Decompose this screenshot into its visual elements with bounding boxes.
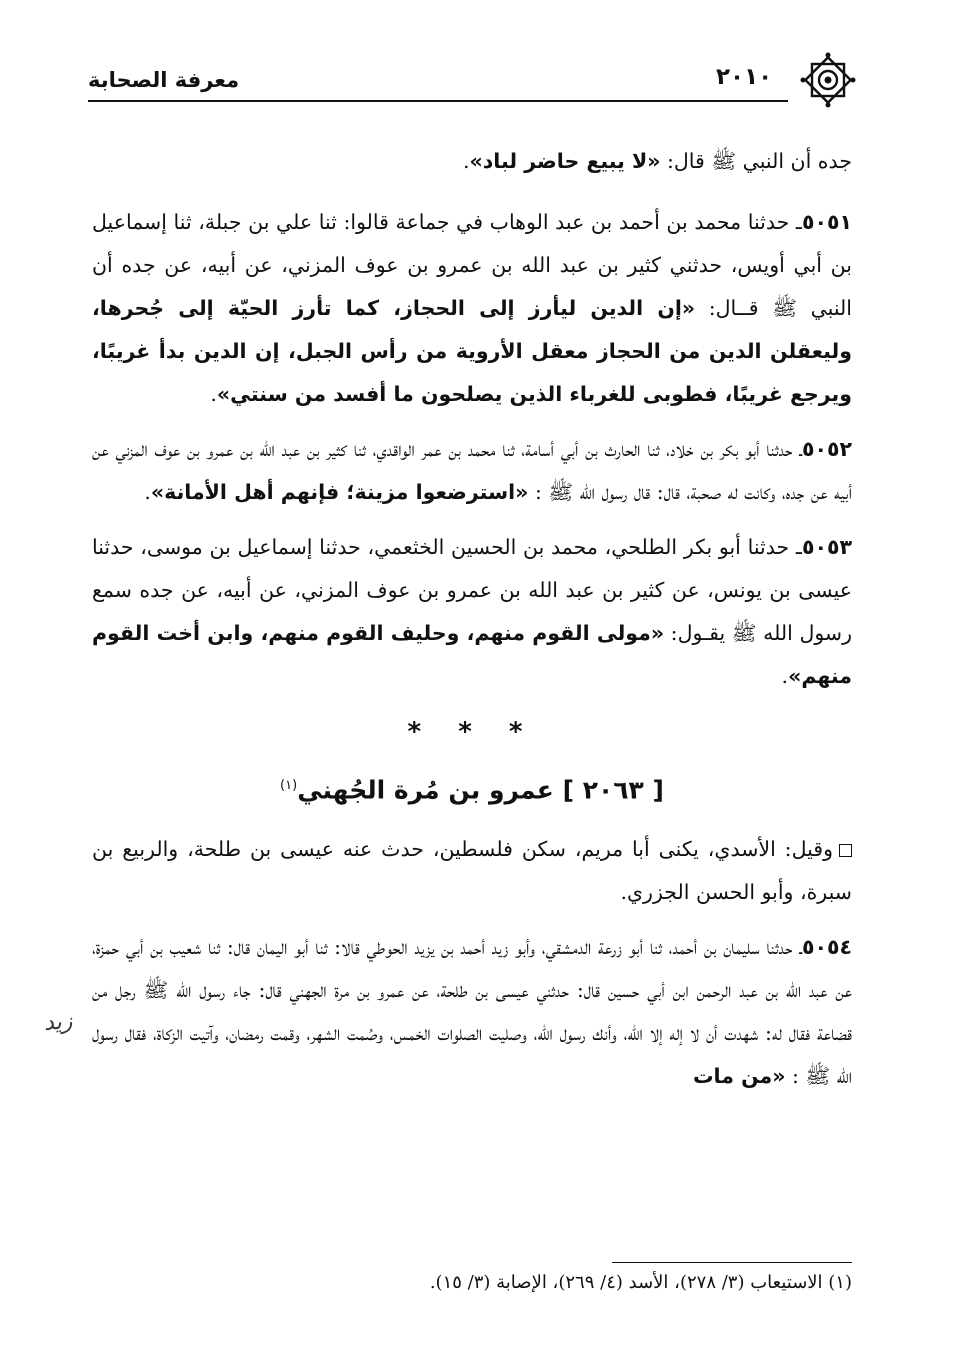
hadith-paragraph-5051 (92, 201, 852, 416)
paragraph-continuation (92, 140, 852, 183)
hadith-quote: «من مات (692, 1064, 786, 1089)
paragraph-text: ـ حدثنا أبو بكر بن خلاد، ثنا الحارث بن أبي أسامة، ثنا محمد بن عمر الواقدي، ثنا كثير بن عبد الله بن عمرو بن عوف المزني عن أبيه عن جده، وكانت له صحبة، قال: قال رسول الله ﷺ : (92, 437, 852, 504)
hadith-number: ٥٠٥١ (801, 210, 852, 234)
paragraph-end: . (210, 382, 217, 406)
footnote: (١) الاستيعاب (٣/ ٢٧٨)، الأسد (٤/ ٢٦٩)، الإصابة (٣/ ١٥). (429, 1272, 852, 1293)
paragraph-end: . (781, 664, 789, 688)
hadith-quote: «لا يبيع حاضر لباد» (469, 149, 661, 173)
hadith-number: ٥٠٥٣ (801, 535, 852, 559)
body-text (92, 140, 852, 1110)
running-title: معرفة الصحابة (88, 68, 240, 92)
section-separator: * * * (407, 717, 537, 747)
hadith-quote: «مولى القوم منهم، وحليف القوم منهم، وابن أخت القوم منهم» (92, 621, 852, 688)
hadith-number: ٥٠٥٤ (801, 935, 852, 960)
paragraph-text: ـ حدثنا سليمان بن أحمد، ثنا أبو زرعة الدمشقي، وأبو زيد أحمد بن يزيد الحوطي قالا: ثنا أبو اليمان قال: ثنا شعيب بن أبي حمزة، عن عبد الله بن عبد الرحمن ابن أبي حسين قال: حدثني عيسى بن طلحة، عن عمرو بن مرة الجهني قال: جاء رسول الله ﷺ رجل من قضاعة فقال له: شهدت أن لا إله إلا الله، وأنك رسول الله، وصليت الصلوات الخمس، وصُمت الشهر، وقمت رمضان، وآتيت الزكاة، فقال رسول الله ﷺ : (92, 935, 852, 1089)
page-header (88, 58, 868, 102)
paragraph-end: . (463, 149, 470, 173)
footnote-rule (612, 1262, 852, 1263)
paragraph-text: ـ حدثنا أبو بكر الطلحي، محمد بن الحسين الخثعمي، حدثنا إسماعيل بن موسى، حدثنا عيسى بن يونس، عن كثير بن عبد الله بن عمرو بن عوف المزني، عن أبيه، عن جده سمع رسول الله ﷺ يقـول: (92, 535, 852, 645)
page-number: ٢٠١٠ (716, 64, 773, 90)
entry-intro-text: وقيل: الأسدي، يكنى أبا مريم، سكن فلسطين، حدث عنه عيسى بن طلحة، والربيع بن سبرة، وأبو الحسن الجزري. (92, 837, 852, 905)
paragraph-end: . (144, 480, 151, 504)
hadith-quote: «إن الدين ليأرز إلى الحجاز، كما تأرز الحيّة إلى جُحرها، وليعقلن الدين من الحجاز معقل الأروية من رأس الجبل، إن الدين بدأ غريبًا، ويرجع غريبًا، فطوبى للغرباء الذين يصلحون ما أفسد من سنتي» (92, 296, 852, 406)
hadith-paragraph-5054 (92, 926, 852, 1098)
hadith-paragraph-5053 (92, 526, 852, 698)
hadith-number: ٥٠٥٢ (801, 437, 852, 461)
hadith-quote: «استرضعوا مزينة؛ فإنهم أهل الأمانة» (150, 480, 529, 504)
paragraph-text: جده أن النبي ﷺ قال: (660, 149, 852, 173)
header-rule (88, 100, 788, 102)
entry-number: [ ٢٠٦٣ ] (562, 775, 664, 805)
entry-heading (92, 758, 852, 818)
handwritten-margin-note: زيد (43, 1009, 74, 1036)
footnote-reference: (١) (280, 778, 298, 793)
paragraph-text: ـ حدثنا محمد بن أحمد بن عبد الوهاب في جماعة قالوا: ثنا علي بن جبلة، ثنا إسماعيل بن أبي أويس، حدثني كثير بن عبد الله بن عمرو بن عوف المزني، عن أبيه، عن جده أن النبي ﷺ قــال: (92, 210, 852, 320)
entry-intro-paragraph (92, 828, 852, 914)
square-bullet-icon (839, 844, 852, 857)
hadith-paragraph-5052 (92, 428, 852, 514)
ornament-icon (800, 52, 856, 108)
entry-name: عمرو بن مُرة الجُهني (297, 775, 554, 805)
